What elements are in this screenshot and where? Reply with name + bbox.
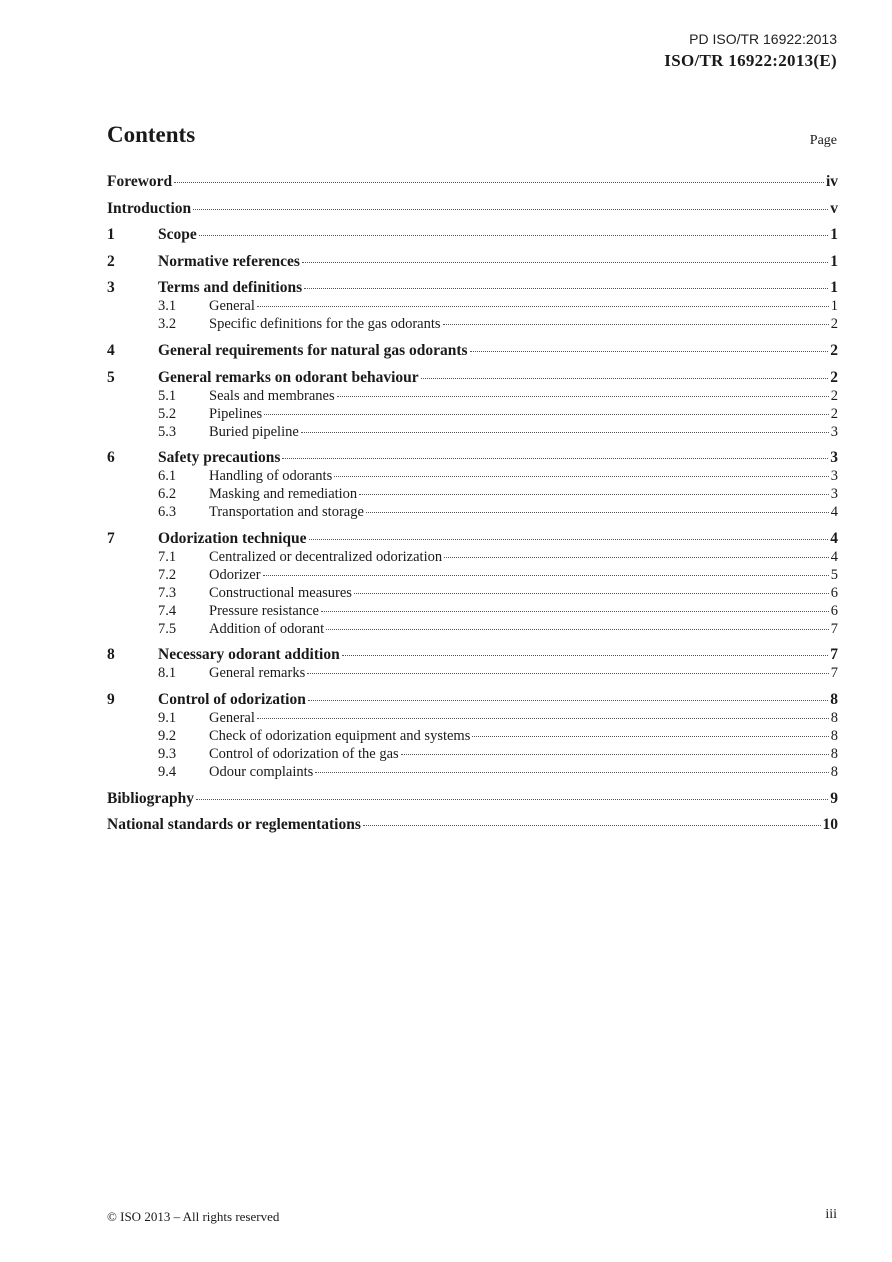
toc-subentry[interactable] bbox=[107, 548, 838, 566]
toc-page-number: 2 bbox=[830, 316, 838, 333]
toc-section-number: 7.5 bbox=[158, 620, 177, 637]
toc-section-number: 8 bbox=[107, 646, 115, 664]
dot-leader bbox=[363, 825, 821, 826]
dot-leader bbox=[334, 476, 829, 477]
toc-section-number: 1 bbox=[107, 226, 115, 244]
toc-page-number: 2 bbox=[830, 341, 838, 359]
toc-section-number: 5 bbox=[107, 368, 115, 386]
dot-leader bbox=[196, 799, 828, 800]
dot-leader bbox=[282, 458, 828, 459]
toc-entry[interactable] bbox=[107, 226, 838, 244]
toc-entry[interactable] bbox=[107, 253, 838, 271]
toc-title: Masking and remediation bbox=[209, 486, 358, 503]
document-code-bold-header: ISO/TR 16922:2013(E) bbox=[664, 51, 837, 70]
toc-title: Buried pipeline bbox=[209, 423, 299, 440]
dot-leader bbox=[315, 772, 828, 773]
toc-page-number: 3 bbox=[830, 468, 838, 485]
toc-title: Centralized or decentralized odorization bbox=[209, 548, 443, 565]
toc-title: General remarks on odorant behaviour bbox=[158, 368, 419, 386]
toc-page-number: 8 bbox=[830, 745, 838, 762]
toc-section-number: 7.3 bbox=[158, 584, 177, 601]
toc-section-number: 3.1 bbox=[158, 298, 177, 315]
page-number: iii bbox=[825, 1207, 837, 1222]
toc-entry[interactable] bbox=[107, 530, 838, 548]
copyright-footer: © ISO 2013 – All rights reserved bbox=[107, 1209, 280, 1224]
toc-entry[interactable] bbox=[107, 691, 838, 709]
toc-section-number: 6.3 bbox=[158, 504, 177, 521]
dot-leader bbox=[307, 673, 829, 674]
toc-entry[interactable] bbox=[107, 790, 838, 808]
dot-leader bbox=[308, 700, 828, 701]
toc-section-number: 6.1 bbox=[158, 468, 177, 485]
dot-leader bbox=[472, 736, 828, 737]
toc-title: Introduction bbox=[107, 199, 192, 217]
toc-subentry[interactable] bbox=[107, 423, 838, 441]
dot-leader bbox=[354, 593, 829, 594]
toc-title: General remarks bbox=[209, 665, 306, 682]
toc-subentry[interactable] bbox=[107, 467, 838, 485]
toc-section-number: 6.2 bbox=[158, 486, 177, 503]
toc-page-number: 3 bbox=[830, 423, 838, 440]
dot-leader bbox=[401, 754, 829, 755]
toc-section-number: 6 bbox=[107, 449, 115, 467]
toc-page-number: v bbox=[830, 199, 838, 217]
toc-entry[interactable] bbox=[107, 173, 838, 191]
toc-title: Seals and membranes bbox=[209, 387, 335, 404]
dot-leader bbox=[421, 378, 829, 379]
toc-subentry[interactable] bbox=[107, 763, 838, 781]
toc-subentry[interactable] bbox=[107, 602, 838, 620]
toc-title: Scope bbox=[158, 226, 197, 244]
toc-title: Terms and definitions bbox=[158, 279, 303, 297]
toc-entry[interactable] bbox=[107, 369, 838, 387]
toc-page-number: 3 bbox=[830, 486, 838, 503]
dot-leader bbox=[174, 182, 824, 183]
toc-title: Odorizer bbox=[209, 566, 261, 583]
dot-leader bbox=[263, 575, 829, 576]
toc-page-number: 4 bbox=[830, 504, 838, 521]
toc-page-number: 6 bbox=[830, 602, 838, 619]
toc-page-number: 1 bbox=[830, 252, 838, 270]
toc-title: Constructional measures bbox=[209, 584, 352, 601]
toc-page-number: 2 bbox=[830, 368, 838, 386]
dot-leader bbox=[470, 351, 829, 352]
toc-section-number: 9 bbox=[107, 690, 115, 708]
dot-leader bbox=[443, 324, 829, 325]
toc-page-number: 7 bbox=[830, 620, 838, 637]
toc-title: Control of odorization of the gas bbox=[209, 745, 399, 762]
toc-entry[interactable] bbox=[107, 200, 838, 218]
dot-leader bbox=[302, 262, 828, 263]
toc-subentry[interactable] bbox=[107, 297, 838, 315]
toc-page-number: 1 bbox=[830, 226, 838, 244]
toc-title: Specific definitions for the gas odorants bbox=[209, 316, 441, 333]
toc-page-number: 1 bbox=[830, 298, 838, 315]
toc-page-number: 10 bbox=[822, 816, 838, 834]
toc-section-number: 9.1 bbox=[158, 709, 177, 726]
toc-entry[interactable] bbox=[107, 646, 838, 664]
toc-section-number: 2 bbox=[107, 252, 115, 270]
page-column-label: Page bbox=[809, 133, 837, 148]
dot-leader bbox=[326, 629, 829, 630]
toc-page-number: 5 bbox=[830, 566, 838, 583]
toc-page-number: 2 bbox=[830, 405, 838, 422]
toc-title: Necessary odorant addition bbox=[158, 646, 340, 664]
dot-leader bbox=[193, 209, 828, 210]
toc-subentry[interactable] bbox=[107, 503, 838, 521]
toc-title: Safety precautions bbox=[158, 449, 281, 467]
toc-title: Odour complaints bbox=[209, 763, 314, 780]
toc-title: Check of odorization equipment and systems bbox=[209, 727, 471, 744]
toc-subentry[interactable] bbox=[107, 745, 838, 763]
toc-section-number: 4 bbox=[107, 341, 115, 359]
toc-title: Pipelines bbox=[209, 405, 263, 422]
toc-title: Addition of odorant bbox=[209, 620, 325, 637]
dot-leader bbox=[309, 539, 829, 540]
dot-leader bbox=[359, 494, 829, 495]
toc-subentry[interactable] bbox=[107, 620, 838, 638]
toc-page-number: 8 bbox=[830, 690, 838, 708]
toc-page-number: 8 bbox=[830, 727, 838, 744]
toc-entry[interactable] bbox=[107, 342, 838, 360]
toc-section-number: 8.1 bbox=[158, 665, 177, 682]
toc-subentry[interactable] bbox=[107, 387, 838, 405]
table-of-contents bbox=[107, 173, 838, 834]
toc-section-number: 9.4 bbox=[158, 763, 177, 780]
toc-title: Transportation and storage bbox=[209, 504, 364, 521]
dot-leader bbox=[444, 557, 829, 558]
toc-section-number: 3.2 bbox=[158, 316, 177, 333]
toc-title: Handling of odorants bbox=[209, 468, 333, 485]
page-title: Contents bbox=[107, 122, 196, 147]
toc-section-number: 9.3 bbox=[158, 745, 177, 762]
toc-subentry[interactable] bbox=[107, 664, 838, 682]
toc-subentry[interactable] bbox=[107, 315, 838, 333]
dot-leader bbox=[257, 306, 829, 307]
toc-section-number: 7.2 bbox=[158, 566, 177, 583]
toc-page-number: 6 bbox=[830, 584, 838, 601]
toc-title: Foreword bbox=[107, 173, 173, 190]
toc-title: Bibliography bbox=[107, 789, 194, 807]
toc-section-number: 7.1 bbox=[158, 548, 177, 565]
document-code-header: PD ISO/TR 16922:2013 bbox=[689, 31, 837, 47]
dot-leader bbox=[366, 512, 829, 513]
toc-page-number: 1 bbox=[830, 279, 838, 297]
toc-title: Normative references bbox=[158, 252, 300, 270]
toc-title: General bbox=[209, 709, 255, 726]
toc-section-number: 9.2 bbox=[158, 727, 177, 744]
toc-title: General requirements for natural gas odorants bbox=[158, 341, 468, 359]
toc-entry[interactable] bbox=[107, 449, 838, 467]
toc-page-number: 8 bbox=[830, 763, 838, 780]
toc-subentry[interactable] bbox=[107, 485, 838, 503]
toc-entry[interactable] bbox=[107, 279, 838, 297]
toc-title: General bbox=[209, 298, 255, 315]
toc-section-number: 5.2 bbox=[158, 405, 177, 422]
toc-page-number: 4 bbox=[830, 548, 838, 565]
toc-title: Odorization technique bbox=[158, 529, 307, 547]
toc-subentry[interactable] bbox=[107, 584, 838, 602]
toc-title: National standards or reglementations bbox=[107, 816, 361, 834]
toc-section-number: 3 bbox=[107, 279, 115, 297]
toc-section-number: 5.3 bbox=[158, 423, 177, 440]
dot-leader bbox=[304, 288, 828, 289]
dot-leader bbox=[321, 611, 829, 612]
toc-page-number: iv bbox=[825, 173, 838, 190]
toc-section-number: 7.4 bbox=[158, 602, 177, 619]
toc-page-number: 2 bbox=[830, 387, 838, 404]
toc-page-number: 4 bbox=[830, 529, 838, 547]
dot-leader bbox=[199, 235, 829, 236]
toc-subentry[interactable] bbox=[107, 566, 838, 584]
toc-subentry[interactable] bbox=[107, 709, 838, 727]
dot-leader bbox=[301, 432, 829, 433]
toc-entry[interactable] bbox=[107, 816, 838, 834]
toc-title: Control of odorization bbox=[158, 690, 306, 708]
dot-leader bbox=[337, 396, 829, 397]
toc-section-number: 5.1 bbox=[158, 387, 177, 404]
toc-page-number: 7 bbox=[830, 665, 838, 682]
dot-leader bbox=[257, 718, 829, 719]
toc-page-number: 9 bbox=[830, 789, 838, 807]
toc-title: Pressure resistance bbox=[209, 602, 319, 619]
toc-page-number: 8 bbox=[830, 709, 838, 726]
toc-subentry[interactable] bbox=[107, 405, 838, 423]
toc-section-number: 7 bbox=[107, 529, 115, 547]
dot-leader bbox=[264, 414, 829, 415]
toc-subentry[interactable] bbox=[107, 727, 838, 745]
toc-page-number: 7 bbox=[830, 646, 838, 664]
dot-leader bbox=[342, 655, 829, 656]
toc-page-number: 3 bbox=[830, 449, 838, 467]
